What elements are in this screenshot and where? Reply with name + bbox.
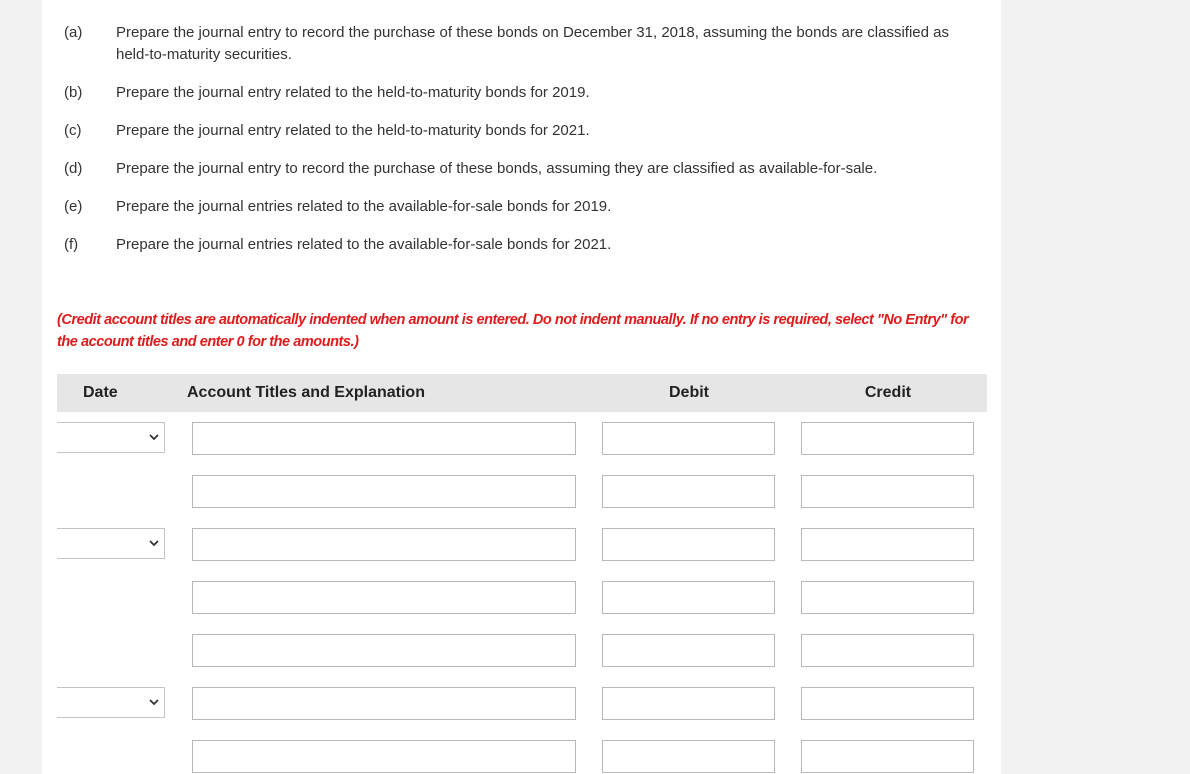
debit-input[interactable] — [602, 634, 775, 667]
question-letter: (d) — [64, 160, 83, 177]
chevron-down-icon — [148, 430, 160, 444]
account-title-input[interactable] — [192, 634, 576, 667]
credit-input[interactable] — [801, 581, 974, 614]
account-title-input[interactable] — [192, 740, 576, 773]
credit-column-header: Credit — [864, 384, 912, 401]
account-title-input[interactable] — [192, 581, 576, 614]
question-text: Prepare the journal entries related to the available-for-sale bonds for 2021. — [116, 236, 612, 253]
entry-instructions: (Credit account titles are automatically indented when amount is entered. Do not indent manually. If no entry is required, select "No Entry" for the account titles and enter 0 for the amounts.) — [57, 312, 969, 350]
debit-input[interactable] — [602, 528, 775, 561]
question-text: Prepare the journal entry to record the purchase of these bonds, assuming they are classified as available-for-sale. — [116, 160, 878, 177]
debit-input[interactable] — [602, 687, 775, 720]
chevron-down-icon — [148, 695, 160, 709]
debit-input[interactable] — [602, 422, 775, 455]
credit-input[interactable] — [801, 475, 974, 508]
debit-input[interactable] — [602, 475, 775, 508]
credit-input[interactable] — [801, 422, 974, 455]
question-text: Prepare the journal entry related to the held-to-maturity bonds for 2019. — [116, 84, 590, 101]
question-letter: (c) — [64, 122, 82, 139]
question-letter: (e) — [64, 198, 83, 215]
account-title-input[interactable] — [192, 687, 576, 720]
question-text: Prepare the journal entry to record the purchase of these bonds on December 31, 2018, assuming the bonds are classified as held-to-maturity securities. — [116, 24, 949, 63]
account-title-input[interactable] — [192, 422, 576, 455]
credit-input[interactable] — [801, 687, 974, 720]
account-title-input[interactable] — [192, 528, 576, 561]
question-letter: (a) — [64, 24, 83, 41]
question-letter: (b) — [64, 84, 83, 101]
question-text: Prepare the journal entry related to the held-to-maturity bonds for 2021. — [116, 122, 590, 139]
account-column-header: Account Titles and Explanation — [187, 384, 425, 401]
account-title-input[interactable] — [192, 475, 576, 508]
credit-input[interactable] — [801, 528, 974, 561]
debit-input[interactable] — [602, 740, 775, 773]
journal-table-header — [57, 374, 987, 412]
date-select[interactable] — [57, 528, 165, 559]
question-text: Prepare the journal entries related to the available-for-sale bonds for 2019. — [116, 198, 612, 215]
debit-column-header: Debit — [669, 384, 709, 401]
credit-input[interactable] — [801, 740, 974, 773]
chevron-down-icon — [148, 536, 160, 550]
question-letter: (f) — [64, 236, 79, 253]
date-column-header: Date — [83, 384, 118, 401]
debit-input[interactable] — [602, 581, 775, 614]
date-select[interactable] — [57, 687, 165, 718]
credit-input[interactable] — [801, 634, 974, 667]
question-panel — [42, 0, 1001, 774]
date-select[interactable] — [57, 422, 165, 453]
